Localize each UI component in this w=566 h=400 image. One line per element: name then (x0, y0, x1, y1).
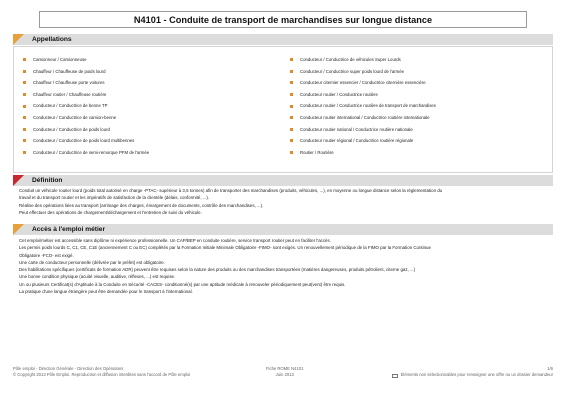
bullet-icon (290, 93, 293, 96)
bullet-icon (23, 93, 26, 96)
bullet-icon (23, 105, 26, 108)
definition-text (19, 187, 547, 216)
appellation-label: Conducteur / Conductrice de véhicules Super Lourds (300, 57, 401, 62)
footer-org: Pôle emploi - Direction Générale - Direction des Opérations (13, 366, 124, 371)
definition-line: Conduit un véhicule routier lourd (poids total autorisé en charge -PTAC- supérieur à 3,5 tonnes) afin de transporter des marchandises (produits, véhicules, ...), en moyenne ou longue distance selon la réglementation du (19, 188, 443, 193)
appellations-list (13, 46, 553, 173)
footer-center (266, 366, 303, 379)
footer-left (13, 366, 190, 379)
appellation-item (290, 135, 540, 147)
appellation-item (23, 54, 273, 66)
appellation-label: Conducteur / Conductrice de camion-benne (33, 114, 117, 120)
definition-line: travail et du transport routier et les impératifs de satisfaction de la clientèle (délais, conformité, ...). (19, 195, 210, 201)
appellation-label: Conducteur / Conductrice de benne TP (33, 103, 108, 109)
appellation-label: Chauffeur routier / Chauffeuse routière (33, 91, 107, 97)
envelope-icon (392, 374, 398, 378)
appellation-item (23, 100, 273, 112)
appellation-item (290, 89, 540, 101)
bullet-icon (23, 139, 26, 142)
acces-line: Une bonne condition physique (acuité visuelle, auditive, réflexes, ...) est requise. (19, 274, 176, 280)
appellation-item (290, 124, 540, 136)
bullet-icon (23, 58, 26, 61)
acces-line: Les permis poids lourds C, C1, CE, C1E (anciennement C ou EC) complétés par la Formation Initiale Minimale Obligatoire -FIMO- sont exigés. Un renouvellement périodique de la FIMO par la Formation Continue (19, 245, 431, 251)
appellation-label: Chauffeur / Chauffeuse porte voitures (33, 80, 105, 86)
appellation-label: Camionneur / Camionneuse (33, 57, 87, 62)
appellations-header (13, 34, 553, 45)
definition-heading: Définition (32, 177, 63, 184)
footer-date: Juin 2013 (275, 372, 294, 378)
acces-line: Un ou plusieurs Certificat(s) d'Aptitude à la Conduite en Sécurité -CACES- conditionné(s) par une aptitude médicale à renouveler périodiquement peut(vent) être requis. (19, 281, 346, 287)
acces-line: Des habilitations spécifiques (certificats de formation ADR) peuvent être requises selon la nature des produits ou des marchandises transportées (matières dangereuses, produits pétroliers, citerne gaz, ...) (19, 267, 416, 273)
bullet-icon (290, 139, 293, 142)
bullet-icon (23, 128, 26, 131)
bullet-icon (290, 70, 293, 73)
appellation-item (290, 112, 540, 124)
bullet-icon (290, 105, 293, 108)
appellations-heading: Appellations (32, 36, 72, 43)
bullet-icon (290, 116, 293, 119)
appellation-item (290, 147, 540, 159)
appellation-label: Routier / Routière (300, 149, 334, 155)
definition-header (13, 175, 553, 186)
section-marker-icon (13, 224, 24, 235)
appellation-label: Conducteur routier national / Conductrice routière nationale (300, 126, 413, 132)
acces-line: Une carte de conducteur personnelle (délivrée par le préfet) est obligatoire. (19, 259, 165, 265)
page-number: 1/6 (547, 366, 553, 371)
page-title: N4101 - Conduite de transport de marchandises sur longue distance (39, 11, 527, 28)
bullet-icon (290, 81, 293, 84)
appellation-label: Conducteur routier régional / Conductrice routière régionale (300, 138, 414, 144)
footer-note (392, 372, 553, 378)
footer-copyright: © Copyright 2013 Pôle Emploi. Reproduction et diffusion interdites sans l'accord de Pôle emploi (13, 372, 191, 378)
acces-text (19, 237, 547, 295)
acces-header (13, 224, 553, 235)
appellation-item (23, 112, 273, 124)
appellation-item (23, 124, 273, 136)
definition-line: Réalise des opérations liées au transport (arrimage des charges, émargement de documents, contrôle des marchandises, ...). (19, 202, 264, 208)
acces-line: Obligatoire -FCO- est exigé. (19, 252, 74, 258)
appellation-label: Conducteur / Conductrice super poids lourd de l'armée (300, 68, 405, 74)
appellation-item (290, 77, 540, 89)
appellation-label: Chauffeur / Chauffeuse de poids lourd (33, 68, 106, 74)
acces-line: Cet emploi/métier est accessible sans diplôme ni expérience professionnelle. Un CAP/BEP en conduite routière, service transport routier peut en faciliter l'accès. (19, 238, 331, 243)
appellation-item (290, 100, 540, 112)
section-marker-icon (13, 34, 24, 45)
bullet-icon (290, 58, 293, 61)
appellations-left-column (23, 54, 273, 158)
appellation-item (23, 147, 273, 159)
appellation-label: Conducteur / Conductrice de semi-remorque PFM de l'armée (33, 149, 150, 155)
bullet-icon (23, 81, 26, 84)
appellation-item (290, 54, 540, 66)
appellation-item (23, 89, 273, 101)
acces-heading: Accès à l'emploi métier (32, 226, 106, 233)
bullet-icon (23, 116, 26, 119)
bullet-icon (290, 128, 293, 131)
appellations-right-column (290, 54, 540, 158)
footer-fiche: Fiche ROME N4101 (266, 366, 304, 371)
acces-line: La pratique d'une langue étrangère peut être demandée pour le transport à l'international. (19, 289, 193, 295)
bullet-icon (23, 70, 26, 73)
appellation-item (23, 66, 273, 78)
appellation-label: Conducteur / Conductrice de poids lourd (33, 126, 110, 132)
appellation-item (23, 77, 273, 89)
appellation-label: Conducteur routier international / Conductrice routière internationale (300, 114, 430, 120)
appellation-item (23, 135, 273, 147)
appellation-label: Conducteur / Conductrice de poids lourd multibennes (33, 138, 135, 144)
footer-right (392, 366, 553, 380)
bullet-icon (290, 151, 293, 154)
bullet-icon (23, 151, 26, 154)
appellation-label: Conducteur routier / Conductrice routière de transport de marchandises (300, 103, 436, 109)
appellation-item (290, 66, 540, 78)
section-marker-icon (13, 175, 24, 186)
definition-line: Peut effectuer des opérations de chargement/déchargement et l'entretien de suivi du véhicule. (19, 209, 202, 215)
appellation-label: Conducteur citernier essencier / Conductrice citernière essencière (300, 80, 426, 86)
footer-note-text: Eléments non sélectionnables pour renseigner une offre ou un dossier demandeur (400, 372, 553, 378)
appellation-label: Conducteur routier / Conductrice routière (300, 91, 378, 97)
